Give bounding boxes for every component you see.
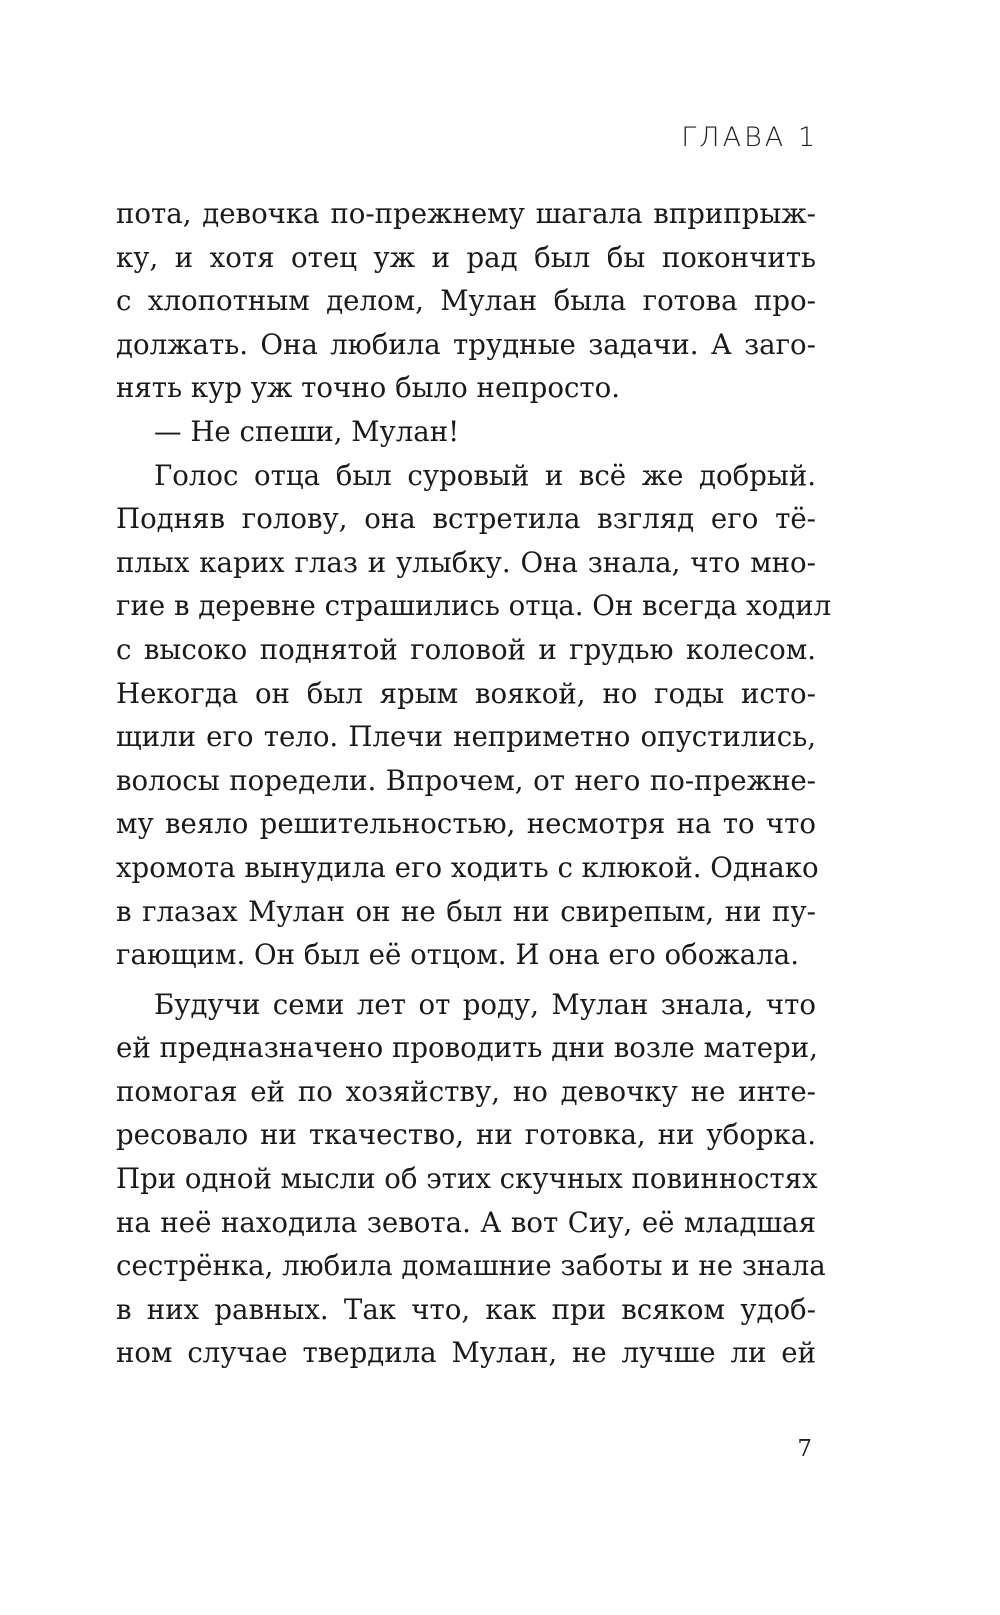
text-line: в глазах Мулан он не был ни свирепым, ни пу- [116,894,816,928]
text-line: сестрёнка, любила домашние заботы и не знала [116,1249,826,1283]
text-line: При одной мысли об этих скучных повинностях [116,1162,818,1196]
text-line: волосы поредели. Впрочем, от него по-прежне- [116,763,816,797]
text-line: с высоко поднятой головой и грудью колесом. [116,632,816,666]
text-line: на неё находила зевота. А вот Сиу, её младшая [116,1205,816,1239]
text-line: помогая ей по хозяйству, но девочку не инте- [116,1074,816,1108]
text-line: должать. Она любила трудные задачи. А заго- [116,327,816,361]
text-line: ей предназначено проводить дни возле матери, [116,1031,818,1065]
text-line: — Не спеши, Мулан! [154,414,460,448]
text-line: Подняв голову, она встретила взгляд его тё- [116,502,816,536]
body-text [116,192,832,1375]
text-line: му веяло решительностью, несмотря на то что [116,807,816,841]
text-line: нять кур уж точно было непросто. [116,371,621,405]
text-line: ку, и хотя отец уж и рад был бы покончить [116,240,816,274]
running-head: ГЛАВА 1 [681,122,818,153]
text-line: Будучи семи лет от роду, Мулан знала, что [154,987,816,1021]
text-line: ресовало ни ткачество, ни готовка, ни уборка. [116,1118,816,1152]
page-number: 7 [797,1436,812,1462]
text-line: пота, девочка по-прежнему шагала вприпрыж- [116,197,816,230]
text-line: с хлопотным делом, Мулан была готова про- [116,284,816,318]
text-line: плых карих глаз и улыбку. Она знала, что мно- [116,545,816,579]
text-line: хромота вынудила его ходить с клюкой. Однако [116,850,819,884]
text-line: ном случае твердила Мулан, не лучше ли ей [116,1336,816,1370]
text-line: Голос отца был суровый и всё же добрый. [154,458,816,492]
text-line: гие в деревне страшились отца. Он всегда ходил [116,589,832,623]
text-line: гающим. Он был её отцом. И она его обожала. [116,938,799,972]
text-line: щили его тело. Плечи неприметно опустились, [116,720,816,754]
text-line: в них равных. Так что, как при всяком удоб- [116,1292,816,1326]
text-line: Некогда он был ярым воякой, но годы исто- [116,676,816,710]
